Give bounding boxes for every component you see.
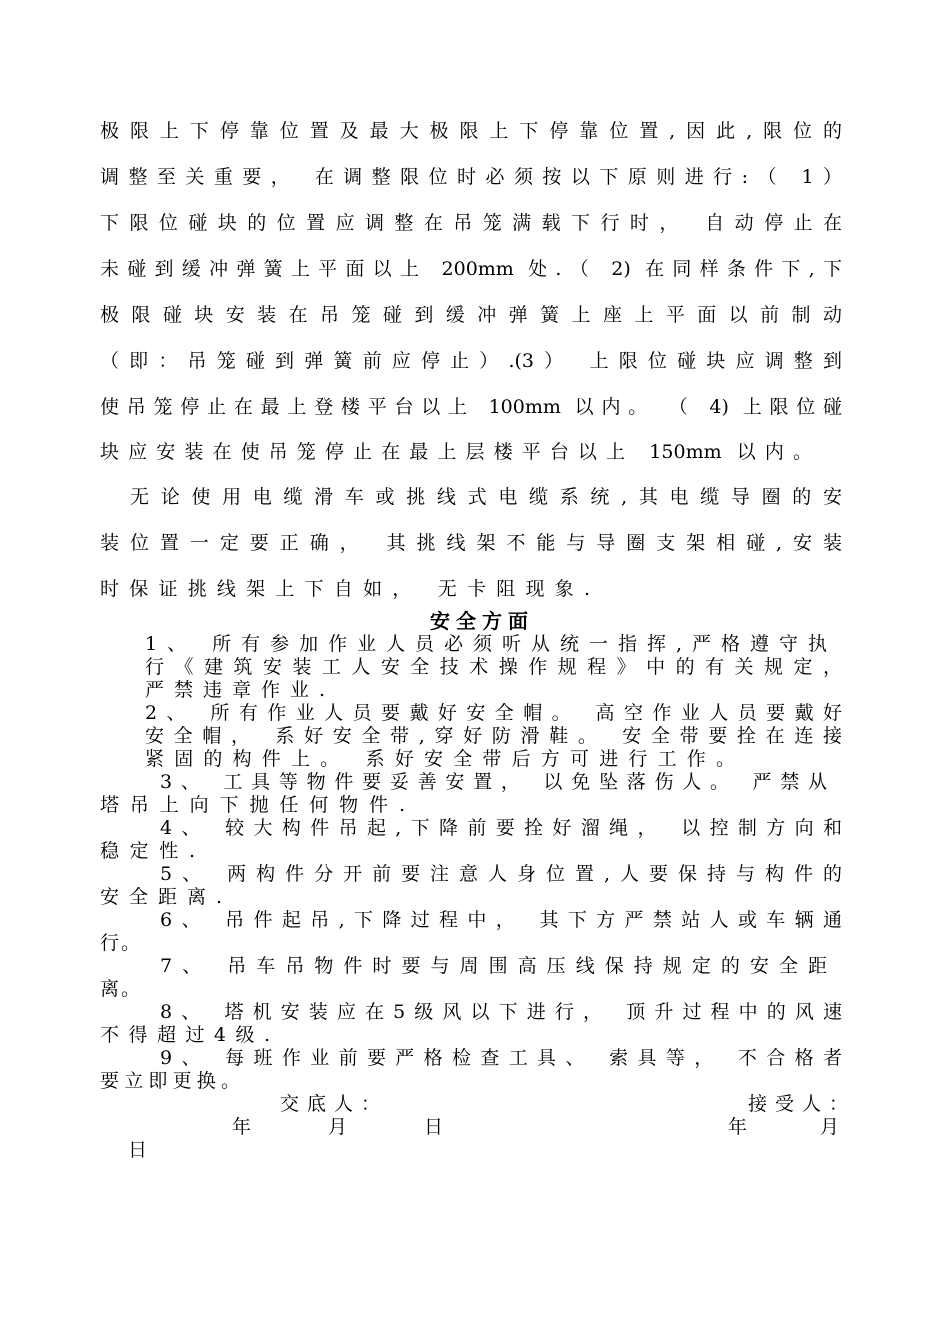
safety-item-5-line-2: 安全距离. [100, 886, 222, 908]
paragraph-1-line-5: 极限碰块安装在吊笼碰到缓冲弹簧上座上平面以前制动 [100, 304, 842, 326]
safety-item-3-line-2: 塔吊上向下抛任何物件. [100, 794, 405, 816]
safety-item-1-line-2: 行《建筑安装工人安全技术操作规程》中的有关规定， [145, 656, 842, 678]
receiver-day: 日 [128, 1139, 148, 1161]
safety-item-4-line-2: 稳定性. [100, 840, 195, 862]
safety-item-1-line-3: 严禁违章作业. [145, 679, 325, 701]
paragraph-2-line-1: 无论使用电缆滑车或挑线式电缆系统,其电缆导圈的安 [130, 486, 842, 508]
safety-item-4-line-1: 4、 较大构件吊起,下降前要拴好溜绳， 以控制方向和 [160, 817, 842, 839]
paragraph-1-line-4: 未碰到缓冲弹簧上平面以上 200mm 处.（ 2) 在同样条件下,下 [100, 258, 842, 280]
paragraph-2-line-2: 装位置一定要正确， 其挑线架不能与导圈支架相碰,安装 [100, 532, 842, 554]
safety-item-6-line-2: 行。 [100, 932, 140, 954]
paragraph-1-line-1: 极限上下停靠位置及最大极限上下停靠位置,因此,限位的 [100, 120, 842, 142]
receiver-label: 接受人： [748, 1093, 857, 1115]
discloser-day: 日 [424, 1116, 444, 1138]
safety-item-7-line-2: 离。 [100, 978, 140, 1000]
safety-item-3-line-1: 3、 工具等物件要妥善安置， 以免坠落伤人。 严禁从 [160, 771, 827, 793]
paragraph-1-line-8: 块应安装在使吊笼停止在最上层楼平台以上 150mm 以内。 [100, 441, 812, 463]
safety-item-9-line-1: 9、 每班作业前要严格检查工具、 索具等， 不合格者 [160, 1047, 842, 1069]
discloser-year: 年 [232, 1116, 252, 1138]
safety-item-9-line-2: 要立即更换。 [100, 1070, 240, 1092]
paragraph-1-line-6: （即：吊笼碰到弹簧前应停止）.(3） 上限位碰块应调整到 [100, 350, 842, 372]
paragraph-1-line-2: 调整至关重要， 在调整限位时必须按以下原则进行:（ 1） [100, 166, 842, 188]
discloser-month: 月 [328, 1116, 348, 1138]
paragraph-1-line-3: 下限位碰块的位置应调整在吊笼满载下行时， 自动停止在 [100, 212, 842, 234]
receiver-month: 月 [820, 1116, 840, 1138]
safety-item-2-line-3: 紧固的构件上。 系好安全带后方可进行工作。 [145, 748, 735, 770]
discloser-label: 交底人： [280, 1093, 389, 1115]
safety-item-5-line-1: 5、 两构件分开前要注意人身位置,人要保持与构件的 [160, 863, 842, 885]
safety-item-2-line-2: 安全帽， 系好安全带,穿好防滑鞋。 安全带要拴在连接 [145, 725, 842, 747]
receiver-year: 年 [728, 1116, 748, 1138]
safety-item-8-line-1: 8、 塔机安装应在5级风以下进行， 顶升过程中的风速 [160, 1001, 842, 1023]
paragraph-2-line-3: 时保证挑线架上下自如， 无卡阻现象. [100, 578, 590, 600]
safety-item-8-line-2: 不得超过4级. [100, 1024, 270, 1046]
safety-item-1-line-1: 1、 所有参加作业人员必须听从统一指挥,严格遵守执 [145, 633, 827, 655]
paragraph-1-line-7: 使吊笼停止在最上登楼平台以上 100mm 以内。 （ 4) 上限位碰 [100, 396, 842, 418]
safety-item-7-line-1: 7、 吊车吊物件时要与周围高压线保持规定的安全距 [160, 955, 827, 977]
safety-item-2-line-1: 2、 所有作业人员要戴好安全帽。 高空作业人员要戴好 [145, 702, 842, 724]
section-title: 安全方面 [430, 609, 534, 633]
safety-item-6-line-1: 6、 吊件起吊,下降过程中， 其下方严禁站人或车辆通 [160, 909, 842, 931]
